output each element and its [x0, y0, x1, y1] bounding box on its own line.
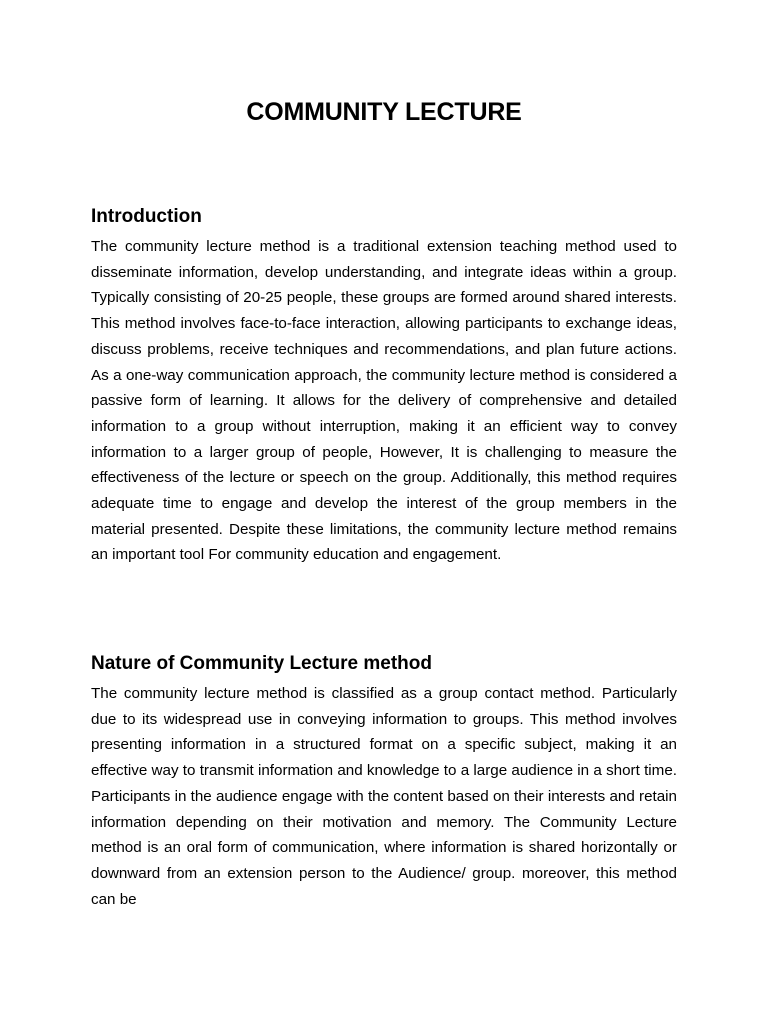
- section-heading: Introduction: [91, 206, 202, 227]
- section-paragraph: The community lecture method is a traditional extension teaching method used to disseminate information, develop understanding, and integrate ideas within a group. Typically consisting of 20-25 people, these groups are formed around shared interests. This method involves face-to-face interaction, allowing participants to exchange ideas, discuss problems, receive techniques and recommendations, and plan future actions. As a one-way communication approach, the community lecture method is considered a passive form of learning. It allows for the delivery of comprehensive and detailed information to a group without interruption, making it an efficient way to convey information to a larger group of people, However, It is challenging to measure the effectiveness of the lecture or speech on the group. Additionally, this method requires adequate time to engage and develop the interest of the group members in the material presented. Despite these limitations, the community lecture method remains an important tool For community education and engagement.: [91, 238, 677, 564]
- document-title: COMMUNITY LECTURE: [246, 98, 522, 126]
- section-heading: Nature of Community Lecture method: [91, 653, 432, 674]
- section-paragraph: The community lecture method is classified as a group contact method. Particularly due to its widespread use in conveying information to groups. This method involves presenting information in a structured format on a specific subject, making it an effective way to transmit information and knowledge to a large audience in a short time. Participants in the audience engage with the content based on their interests and retain information depending on their motivation and memory. The Community Lecture method is an oral form of communication, where information is shared horizontally or downward from an extension person to the Audience/ group. moreover, this method can be: [91, 685, 677, 908]
- section-introduction: [91, 204, 677, 568]
- section-nature-of-community-lecture: [91, 651, 677, 912]
